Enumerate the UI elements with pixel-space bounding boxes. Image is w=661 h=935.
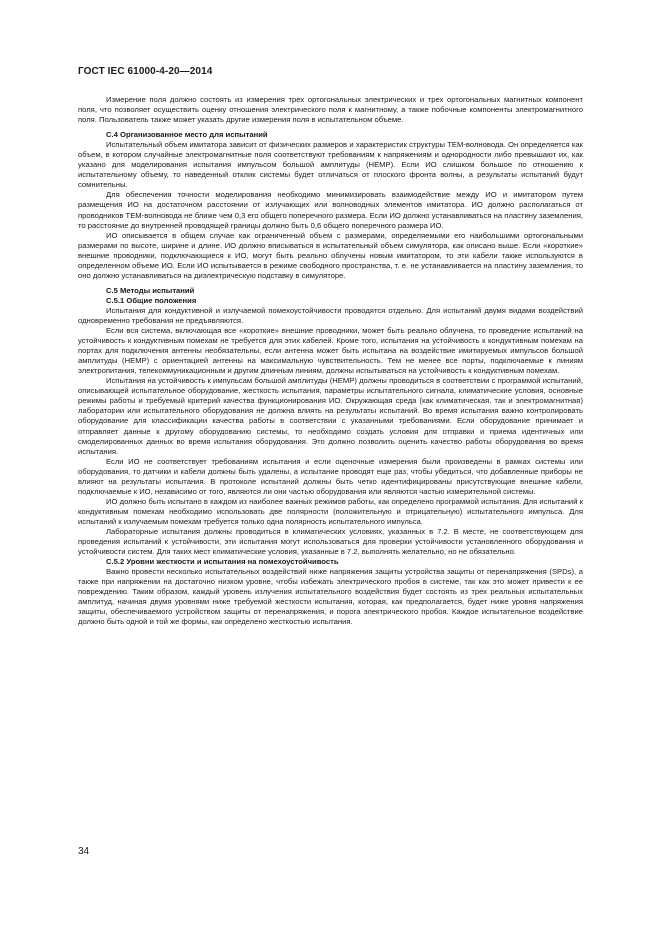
page-number: 34 (78, 846, 90, 857)
paragraph-separate-tests: Испытания для кондуктивной и излучаемой помехоустойчивости проводятся отдельно. Для испытаний двумя видами воздействий одновременно требования не предъявляются. (78, 305, 583, 325)
paragraph-short-conductors: Если вся система, включающая все «короткие» внешние проводники, может быть реально облучена, то проведение испытаний на устойчивость к кондуктивным помехам не требуется для этих кабелей. Кроме того, испытания на устойчивость к кондуктивным помехам на портах для подключения антенны необязательны, если антенна может быть испытана на воздействие имитируемых импульсов большой амплитуды (HEMP) с ориентацией антенны на максимальную чувствительность. Тем не менее все порты, подключаемые к линиям электропитания, телекоммуникационным и другим длинным линиям, должны испытываться на устойчивость к кондуктивным помехам. (78, 326, 583, 376)
paragraph-hemp-test-program: Испытания на устойчивость к импульсам большой амплитуды (HEMP) должны проводиться в соответствии с программой испытаний, описывающей испытательное оборудование, жесткость испытания, параметры испытательного сигнала, климатические условия, основные режимы работы и требуемый критерий качества функционирования ИО. Окружающая среда (как климатическая, так и электромагнитная) лаборатории или испытательного оборудования не должна влиять на результаты испытаний. Во время испытания важно контролировать оборудование для классификации качества работы в соответствии с указанными требованиями. Если оборудование принимает и отправляет данные к другому оборудованию системы, то необходимо создать условия для отправки и приема идентичных или смоделированных данных во время испытания оборудования. Это должно позволить оценить качество работы оборудования во время испытания. (78, 376, 583, 456)
section-heading-c52: С.5.2 Уровни жесткости и испытания на помехоустойчивость (106, 557, 339, 567)
paragraph-test-volume: Испытательный объем имитатора зависит от физических размеров и характеристик структуры ТЕМ-волновода. Он определяется как объем, в котором случайные электромагнитные поля соответствуют требованиям к напряжениям и однородности либо превышают их, как указано для моделирования испытания импульсом большой амплитуды (HEMP). Если ИО слишком большое по отношению к испытательному объему, то наведенный отклик системы будет отличаться от плоского фронта волны, а результаты испытаний будут сомнительны. (78, 140, 583, 190)
paragraph-severity-levels: Важно провести несколько испытательных воздействий ниже напряжения защиты устройства защиты от перенапряжения (SPDs), а также при напряжении на достаточно низком уровне, чтобы избежать электрического пробоя в системе, так как это может привести к ее повреждению. Таким образом, каждый уровень излучения испытательного воздействия будет состоять из трех реальных испытательных амплитуд, начиная двумя уровнями ниже требуемой жесткости испытания, которая, как предполагается, будет ниже уровня напряжения защиты, обеспечиваемого устройством защиты от перенапряжения, и порога электрического пробоя. Каждое испытательное воздействие должно быть одной и той же формы, как определено жесткостью испытания. (78, 567, 583, 627)
section-heading-c4: С.4 Организованное место для испытаний (106, 130, 268, 140)
paragraph-eut-description: ИО описывается в общем случае как ограниченный объем с размерами, определяемыми его наибольшими ортогональными размерами по высоте, ширине и длине. ИО должно вписываться в испытательный объем симулятора, как описано выше. Если «короткие» внешние проводники, подключающиеся к ИО, могут быть реально облучены новым имитатором, то эти кабели также используются в определенном объеме ИО. Если ИО испытывается в режиме свободного пространства, т. е. не устанавливается на пластину заземления, то оно должно устанавливаться на диэлектрическую подставку в симуляторе. (78, 230, 583, 280)
document-body (78, 95, 583, 627)
paragraph-operating-modes: ИО должно быть испытано в каждом из наиболее важных режимов работы, как определено программой испытания. Для испытаний к кондуктивным помехам необходимо использовать две полярности (положительную и отрицательную) испытательного импульса. Для испытаний к излучаемым помехам требуется только одна полярность испытательного импульса. (78, 496, 583, 526)
section-heading-c5: С.5 Методы испытаний (106, 285, 195, 295)
paragraph-simulation-accuracy: Для обеспечения точности моделирования необходимо минимизировать взаимодействие между ИО и имитатором путем размещения ИО на достаточном расстоянии от излучающих или волноводных элементов имитатора. ИО должно располагаться от проводников ТЕМ-волновода не ближе чем 0,3 его общего поперечного размера. Если ИО должно устанавливаться на пластину заземления, то расстояние до внутренней проводящей границы должно быть 0,6 общего поперечного размера ИО. (78, 190, 583, 230)
paragraph-climatic-conditions: Лабораторные испытания должны проводиться в климатических условиях, указанных в 7.2. В месте, не соответствующем для проведения испытаний к устойчивости, эти испытания могут использоваться для проверки устойчивости установленного оборудования и устойчивости систем. Для таких мест климатические условия, указанные в 7.2, выполнять желательно, но не обязательно. (78, 526, 583, 557)
standard-header: ГОСТ IEC 61000-4-20—2014 (78, 66, 213, 77)
section-heading-c51: С.5.1 Общие положения (106, 295, 197, 305)
paragraph-eut-failure: Если ИО не соответствует требованиям испытания и если оценочные измерения были произведены в рамках системы или оборудования, то датчики и кабели должны быть удалены, а испытание проводят еще раз, чтобы убедиться, что добавленные приборы не влияют на результаты испытания. В протоколе испытаний должны быть четко идентифицированы присутствующие внешние кабели, подключаемые к ИО, независимо от того, являются ли они частью оборудования или являются частью измерительной системы. (78, 456, 583, 496)
paragraph-field-measurement: Измерение поля должно состоять из измерения трех ортогональных электрических и трех ортогональных магнитных компонент поля, что позволяет осуществить оценку отношения электрического поля к магнитному, а также побочные компоненты электромагнитного поля. Пользователь также может указать другие измерения поля в испытательном объеме. (78, 95, 583, 125)
